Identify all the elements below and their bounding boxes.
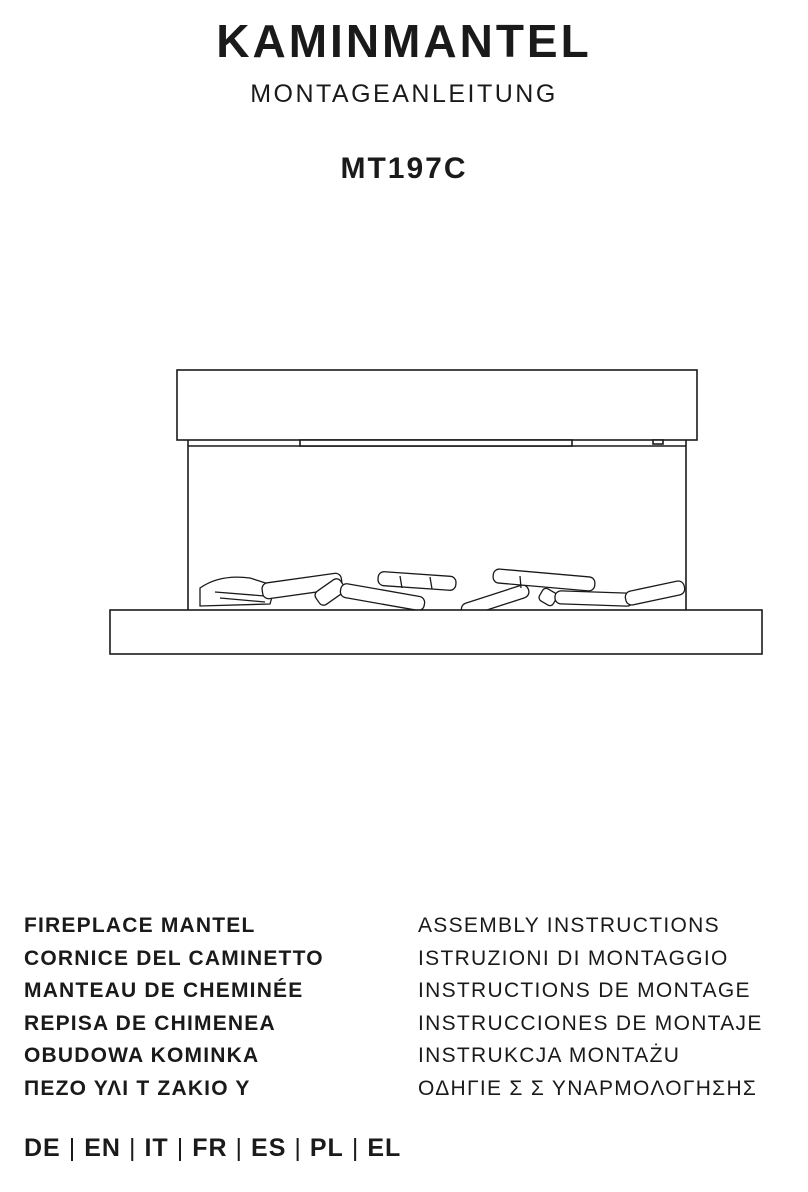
language-codes: DE | EN | IT | FR | ES | PL | EL: [24, 1134, 402, 1162]
product-name: CORNICE DEL CAMINETTO: [24, 946, 324, 970]
fireplace-mantel-illustration: [100, 360, 780, 670]
translation-row-pl: [24, 1040, 794, 1073]
language-code-el: EL: [367, 1134, 402, 1162]
language-code-de: DE: [24, 1134, 61, 1162]
product-name: OBUDOWA KOMINKA: [24, 1044, 260, 1068]
translation-row-el: [24, 1073, 794, 1106]
document-subtitle: MONTAGEANLEITUNG: [250, 80, 558, 108]
instructions-label: ΟΔΗΓΙΕ Σ Σ ΥΝΑΡΜΟΛΟΓΗΣΗΣ: [418, 1076, 758, 1100]
model-number: MT197C: [340, 152, 468, 185]
instructions-label: ASSEMBLY INSTRUCTIONS: [418, 914, 720, 938]
translation-row-en: [24, 910, 794, 943]
fire-insert-lip: [300, 440, 572, 446]
language-code-pl: PL: [309, 1134, 344, 1162]
language-code-en: EN: [84, 1134, 121, 1162]
instructions-label: INSTRUKCJA MONTAŻU: [418, 1044, 681, 1068]
product-name: REPISA DE CHIMENEA: [24, 1011, 276, 1035]
mantel-base-hearth: [110, 610, 762, 654]
language-code-it: IT: [144, 1134, 169, 1162]
product-name: MANTEAU DE CHEMINÉE: [24, 979, 304, 1003]
instructions-label: INSTRUCTIONS DE MONTAGE: [418, 979, 751, 1003]
translations-list: [24, 910, 794, 1105]
product-name: FIREPLACE MANTEL: [24, 914, 256, 938]
document-title: KAMINMANTEL: [216, 15, 592, 67]
translation-row-fr: [24, 975, 794, 1008]
product-name: ΠΕΖΟ ΥΛΙ Τ ΖΑΚΙΟ Υ: [24, 1076, 251, 1100]
mantel-top-shelf: [177, 370, 697, 440]
instructions-label: ISTRUZIONI DI MONTAGGIO: [418, 946, 729, 970]
language-code-fr: FR: [192, 1134, 228, 1162]
translation-row-es: [24, 1008, 794, 1041]
instructions-label: INSTRUCCIONES DE MONTAJE: [418, 1011, 763, 1035]
translation-row-it: [24, 943, 794, 976]
language-code-es: ES: [251, 1134, 287, 1162]
